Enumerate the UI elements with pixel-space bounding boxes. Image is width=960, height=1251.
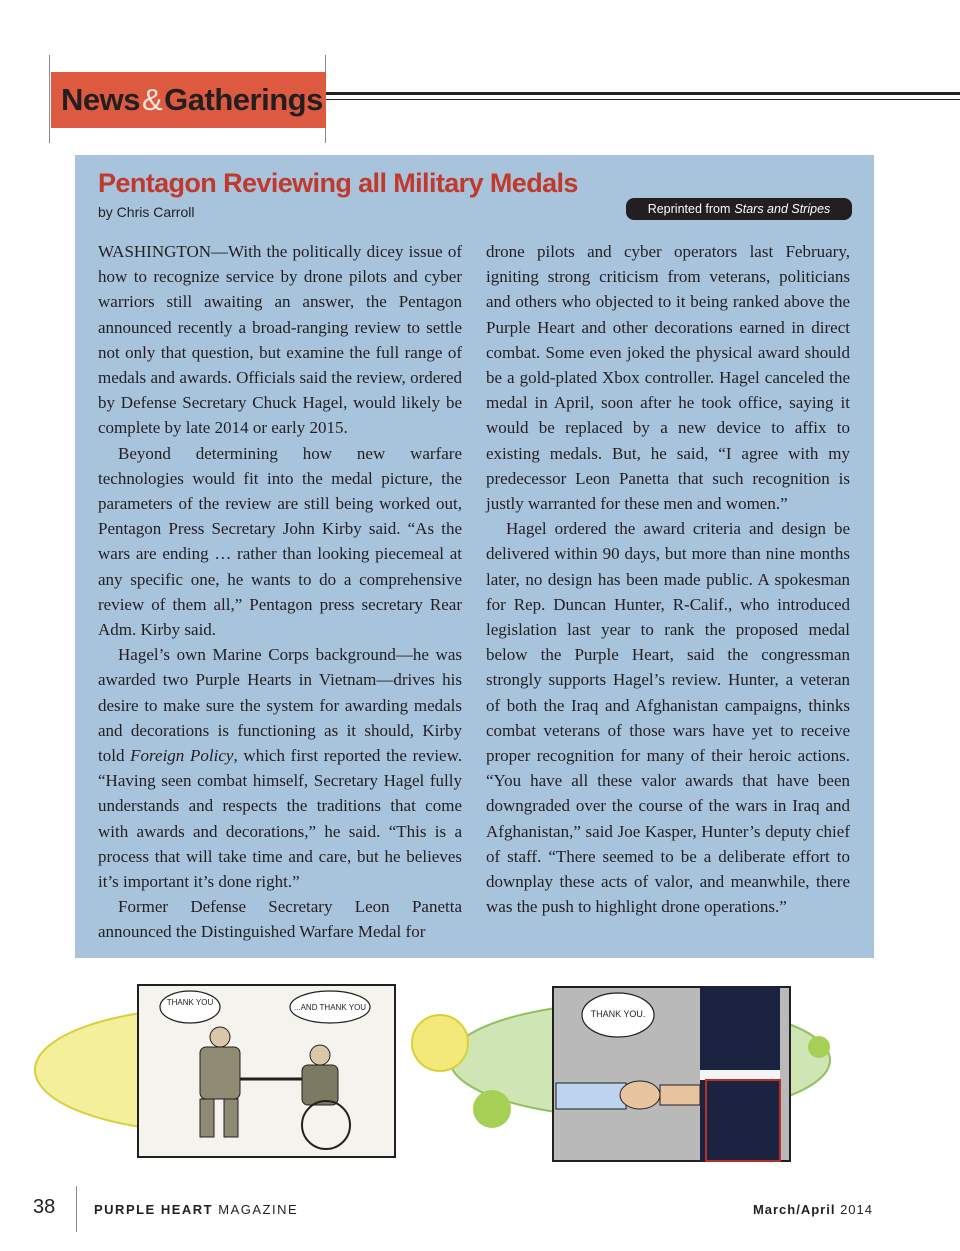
cartoon-right-marine-belt [700, 1070, 780, 1080]
footer-issue-date [753, 1202, 873, 1217]
section-title-word2: Gatherings [164, 82, 323, 117]
cartoon-right-marine-trousers [706, 1080, 780, 1161]
paragraph-text: , which first reported the review. “Having seen combat himself, Secretary Hagel fully understands and respects the traditions that come with awards and decorations,” he said. “This is a process that will take time and care, but he believes it’s important it’s done right.” [98, 746, 463, 892]
article-column-right [486, 239, 850, 919]
decor-dot-green-large [473, 1090, 511, 1128]
cartoon-left-veteran-body [302, 1065, 338, 1105]
cartoon-right-marine-hand [660, 1085, 700, 1105]
section-title-word1: News [61, 82, 140, 117]
magazine-name-rest: MAGAZINE [218, 1202, 299, 1217]
decor-dot-green-small [808, 1036, 830, 1058]
footer-magazine-name [94, 1202, 298, 1217]
reprint-source: Stars and Stripes [734, 202, 831, 216]
cartoon-left-soldier-body [200, 1047, 240, 1099]
cartoon-right-civilian-sleeve [556, 1083, 626, 1109]
cartoon-right-bubble-text: THANK YOU. [590, 1009, 646, 1019]
section-header-left-rule [49, 55, 50, 143]
cartoon-right [553, 987, 790, 1161]
reprint-badge [626, 198, 852, 220]
decor-dot-yellow [412, 1015, 468, 1071]
article-paragraph [98, 642, 462, 894]
article-paragraph: WASHINGTON—With the politically dicey issue of how to recognize service by drone pilots and cyber warriors still awaiting an answer, the Pentagon announced recently a broad-ranging review to settle not only that question, but examine the full range of medals and awards. Officials said the review, ordered by Defense Secretary Chuck Hagel, would likely be complete by late 2014 or early 2015. [98, 242, 462, 438]
header-rule-thick [326, 92, 960, 95]
article-column-left [98, 239, 462, 945]
reprint-prefix: Reprinted from [647, 202, 731, 216]
publication-name: Foreign Policy [130, 746, 234, 766]
article-paragraph: Beyond determining how new warfare technologies would fit into the medal picture, the parameters of the review are still being worked out, Pentagon Press Secretary John Kirby said. “As the wars are ending … rather than looking piecemeal at any specific one, he wants to do a comprehensive review of them all,” Pentagon press secretary Rear Adm. Kirby said. [98, 443, 462, 640]
cartoon-left-speech-bubble-1 [160, 991, 220, 1023]
cartoon-strip [0, 975, 960, 1175]
article-byline: by Chris Carroll [98, 204, 195, 220]
section-title [61, 82, 323, 118]
cartoon-right-handshake [620, 1081, 660, 1109]
header-rule-thin [326, 99, 960, 100]
issue-months: March/April [752, 1202, 836, 1217]
article-paragraph: Hagel ordered the award criteria and design be delivered within 90 days, but more than nine months later, no design has been made public. A spokesman for Rep. Duncan Hunter, R-Calif., who introduced legislation last year to rank the proposed medal below the Purple Heart, said the congressman strongly supports Hagel’s review. Hunter, a veteran of both the Iraq and Afghanistan campaigns, thinks combat veterans of those wars have yet to receive proper recognition for many of their heroic actions. “You have all these valor awards that have been downgraded over the course of the wars in Iraq and Afghanistan,” said Joe Kasper, Hunter’s deputy chief of staff. “There seemed to be a deliberate effort to downplay these acts of valor, and meanwhile, there was the push to highlight drone operations.” [486, 519, 850, 917]
footer-divider [76, 1186, 77, 1232]
paragraph-text: Hagel’s own Marine Corps background—he was awarded two Purple Hearts in Vietnam—drives his desire to make sure the system for awarding medals and decorations is functioning as it should, Kirby told [98, 645, 462, 766]
article-paragraph: drone pilots and cyber operators last February, igniting strong criticism from veterans, politicians and others who objected to it being ranked above the Purple Heart and other decorations earned in direct combat. Some even joked the physical award should be a gold-plated Xbox controller. Hagel canceled the medal in April, soon after he took office, saying it would be replaced by a new device to affix to existing medals. But, he said, “I agree with my predecessor Leon Panetta that such recognition is justly warranted for these men and women.” [486, 242, 850, 514]
cartoon-left [138, 985, 395, 1157]
section-header [51, 72, 326, 128]
cartoon-left-soldier-leg [200, 1099, 214, 1137]
issue-year: 2014 [840, 1202, 873, 1217]
magazine-name-bold: PURPLE HEART [94, 1202, 214, 1217]
cartoon-left-soldier-leg [224, 1099, 238, 1137]
cartoon-left-soldier-head [210, 1027, 230, 1047]
article-paragraph: Former Defense Secretary Leon Panetta announced the Distinguished Warfare Medal for [98, 897, 462, 942]
cartoon-left-bubble-2-text: ...AND THANK YOU [293, 1003, 367, 1012]
cartoon-left-bubble-1-text: THANK YOU [166, 998, 214, 1007]
cartoon-left-veteran-head [310, 1045, 330, 1065]
page-number: 38 [33, 1196, 56, 1218]
section-title-ampersand: & [141, 82, 163, 117]
article-headline: Pentagon Reviewing all Military Medals [98, 168, 578, 198]
